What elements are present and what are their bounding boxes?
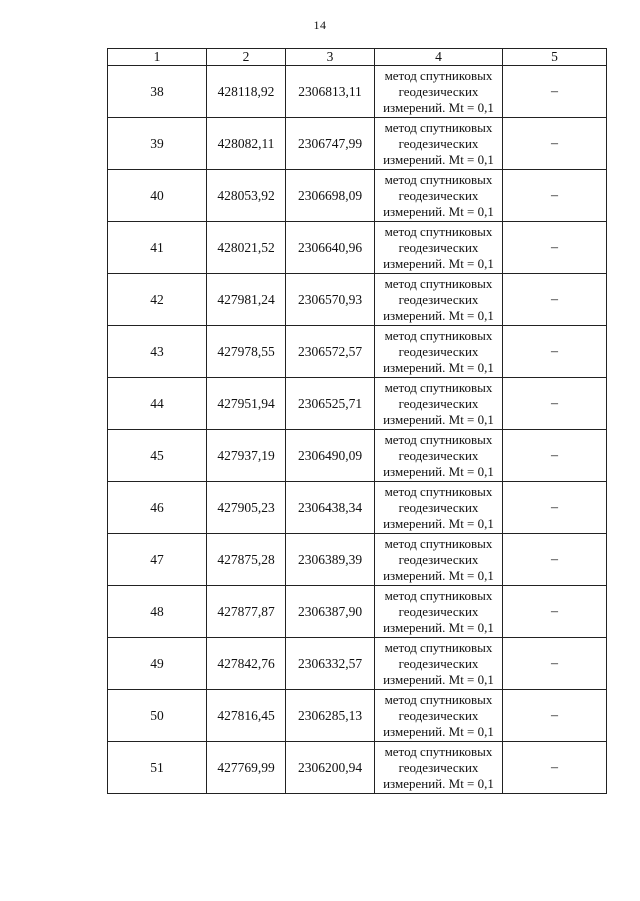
- point-number-cell: 48: [108, 586, 207, 638]
- note-cell: –: [503, 326, 607, 378]
- method-line: геодезических: [398, 447, 479, 463]
- method-line: геодезических: [398, 655, 479, 671]
- method-line: метод спутниковых: [384, 379, 493, 395]
- column-header: 1: [108, 49, 207, 66]
- method-line: метод спутниковых: [384, 171, 493, 187]
- point-number-cell: 49: [108, 638, 207, 690]
- y-coordinate-cell: 2306438,34: [286, 482, 375, 534]
- y-coordinate-cell: 2306747,99: [286, 118, 375, 170]
- method-line: измерений. Mt = 0,1: [383, 307, 494, 323]
- coordinates-table: [107, 48, 607, 794]
- method-line: измерений. Mt = 0,1: [383, 619, 494, 635]
- method-line: метод спутниковых: [384, 431, 493, 447]
- y-coordinate-cell: 2306640,96: [286, 222, 375, 274]
- note-cell: –: [503, 170, 607, 222]
- method-cell: [375, 690, 503, 742]
- point-number-cell: 40: [108, 170, 207, 222]
- method-line: геодезических: [398, 603, 479, 619]
- table-row: [108, 118, 607, 170]
- x-coordinate-cell: 427842,76: [207, 638, 286, 690]
- point-number-cell: 45: [108, 430, 207, 482]
- note-cell: –: [503, 378, 607, 430]
- method-line: геодезических: [398, 239, 479, 255]
- method-line: метод спутниковых: [384, 119, 493, 135]
- y-coordinate-cell: 2306698,09: [286, 170, 375, 222]
- method-line: измерений. Mt = 0,1: [383, 463, 494, 479]
- table-row: [108, 274, 607, 326]
- y-coordinate-cell: 2306813,11: [286, 66, 375, 118]
- point-number-cell: 51: [108, 742, 207, 794]
- y-coordinate-cell: 2306389,39: [286, 534, 375, 586]
- method-cell: [375, 274, 503, 326]
- method-cell: [375, 586, 503, 638]
- note-cell: –: [503, 586, 607, 638]
- point-number-cell: 38: [108, 66, 207, 118]
- x-coordinate-cell: 427905,23: [207, 482, 286, 534]
- note-cell: –: [503, 430, 607, 482]
- x-coordinate-cell: 427875,28: [207, 534, 286, 586]
- method-line: измерений. Mt = 0,1: [383, 255, 494, 271]
- point-number-cell: 42: [108, 274, 207, 326]
- table-row: [108, 690, 607, 742]
- table-row: [108, 326, 607, 378]
- table-row: [108, 430, 607, 482]
- x-coordinate-cell: 428053,92: [207, 170, 286, 222]
- method-line: измерений. Mt = 0,1: [383, 775, 494, 791]
- column-header: 4: [375, 49, 503, 66]
- method-line: измерений. Mt = 0,1: [383, 151, 494, 167]
- method-line: метод спутниковых: [384, 223, 493, 239]
- note-cell: –: [503, 482, 607, 534]
- method-line: измерений. Mt = 0,1: [383, 671, 494, 687]
- method-line: измерений. Mt = 0,1: [383, 515, 494, 531]
- x-coordinate-cell: 428021,52: [207, 222, 286, 274]
- method-line: измерений. Mt = 0,1: [383, 411, 494, 427]
- y-coordinate-cell: 2306570,93: [286, 274, 375, 326]
- point-number-cell: 41: [108, 222, 207, 274]
- column-header: 2: [207, 49, 286, 66]
- point-number-cell: 39: [108, 118, 207, 170]
- method-line: измерений. Mt = 0,1: [383, 99, 494, 115]
- y-coordinate-cell: 2306490,09: [286, 430, 375, 482]
- column-header: 5: [503, 49, 607, 66]
- method-line: метод спутниковых: [384, 691, 493, 707]
- table-row: [108, 586, 607, 638]
- method-cell: [375, 222, 503, 274]
- method-line: измерений. Mt = 0,1: [383, 723, 494, 739]
- note-cell: –: [503, 222, 607, 274]
- method-cell: [375, 66, 503, 118]
- method-cell: [375, 118, 503, 170]
- y-coordinate-cell: 2306572,57: [286, 326, 375, 378]
- x-coordinate-cell: 427816,45: [207, 690, 286, 742]
- method-line: геодезических: [398, 707, 479, 723]
- x-coordinate-cell: 427937,19: [207, 430, 286, 482]
- method-cell: [375, 170, 503, 222]
- method-line: геодезических: [398, 499, 479, 515]
- x-coordinate-cell: 427981,24: [207, 274, 286, 326]
- method-line: метод спутниковых: [384, 743, 493, 759]
- note-cell: –: [503, 118, 607, 170]
- method-line: измерений. Mt = 0,1: [383, 567, 494, 583]
- method-line: геодезических: [398, 187, 479, 203]
- method-line: метод спутниковых: [384, 483, 493, 499]
- method-cell: [375, 482, 503, 534]
- column-header: 3: [286, 49, 375, 66]
- method-cell: [375, 326, 503, 378]
- point-number-cell: 46: [108, 482, 207, 534]
- note-cell: –: [503, 534, 607, 586]
- table-header-row: [108, 49, 607, 66]
- table-row: [108, 742, 607, 794]
- method-line: геодезических: [398, 759, 479, 775]
- table-row: [108, 378, 607, 430]
- method-cell: [375, 378, 503, 430]
- method-cell: [375, 742, 503, 794]
- page-number: 14: [313, 18, 327, 32]
- method-line: метод спутниковых: [384, 67, 493, 83]
- method-line: геодезических: [398, 343, 479, 359]
- method-cell: [375, 430, 503, 482]
- method-line: измерений. Mt = 0,1: [383, 203, 494, 219]
- table-row: [108, 534, 607, 586]
- note-cell: –: [503, 66, 607, 118]
- point-number-cell: 47: [108, 534, 207, 586]
- x-coordinate-cell: 427877,87: [207, 586, 286, 638]
- point-number-cell: 50: [108, 690, 207, 742]
- y-coordinate-cell: 2306200,94: [286, 742, 375, 794]
- table-row: [108, 222, 607, 274]
- x-coordinate-cell: 427978,55: [207, 326, 286, 378]
- method-line: измерений. Mt = 0,1: [383, 359, 494, 375]
- y-coordinate-cell: 2306387,90: [286, 586, 375, 638]
- method-line: геодезических: [398, 395, 479, 411]
- x-coordinate-cell: 428082,11: [207, 118, 286, 170]
- method-cell: [375, 534, 503, 586]
- table-row: [108, 66, 607, 118]
- note-cell: –: [503, 690, 607, 742]
- method-line: геодезических: [398, 291, 479, 307]
- table-row: [108, 482, 607, 534]
- method-line: метод спутниковых: [384, 587, 493, 603]
- method-line: геодезических: [398, 83, 479, 99]
- method-line: метод спутниковых: [384, 275, 493, 291]
- x-coordinate-cell: 427951,94: [207, 378, 286, 430]
- method-line: метод спутниковых: [384, 535, 493, 551]
- note-cell: –: [503, 274, 607, 326]
- x-coordinate-cell: 427769,99: [207, 742, 286, 794]
- method-line: метод спутниковых: [384, 327, 493, 343]
- table-row: [108, 638, 607, 690]
- method-line: геодезических: [398, 135, 479, 151]
- point-number-cell: 43: [108, 326, 207, 378]
- table-row: [108, 170, 607, 222]
- note-cell: –: [503, 742, 607, 794]
- note-cell: –: [503, 638, 607, 690]
- y-coordinate-cell: 2306285,13: [286, 690, 375, 742]
- method-cell: [375, 638, 503, 690]
- y-coordinate-cell: 2306525,71: [286, 378, 375, 430]
- x-coordinate-cell: 428118,92: [207, 66, 286, 118]
- method-line: метод спутниковых: [384, 639, 493, 655]
- y-coordinate-cell: 2306332,57: [286, 638, 375, 690]
- point-number-cell: 44: [108, 378, 207, 430]
- method-line: геодезических: [398, 551, 479, 567]
